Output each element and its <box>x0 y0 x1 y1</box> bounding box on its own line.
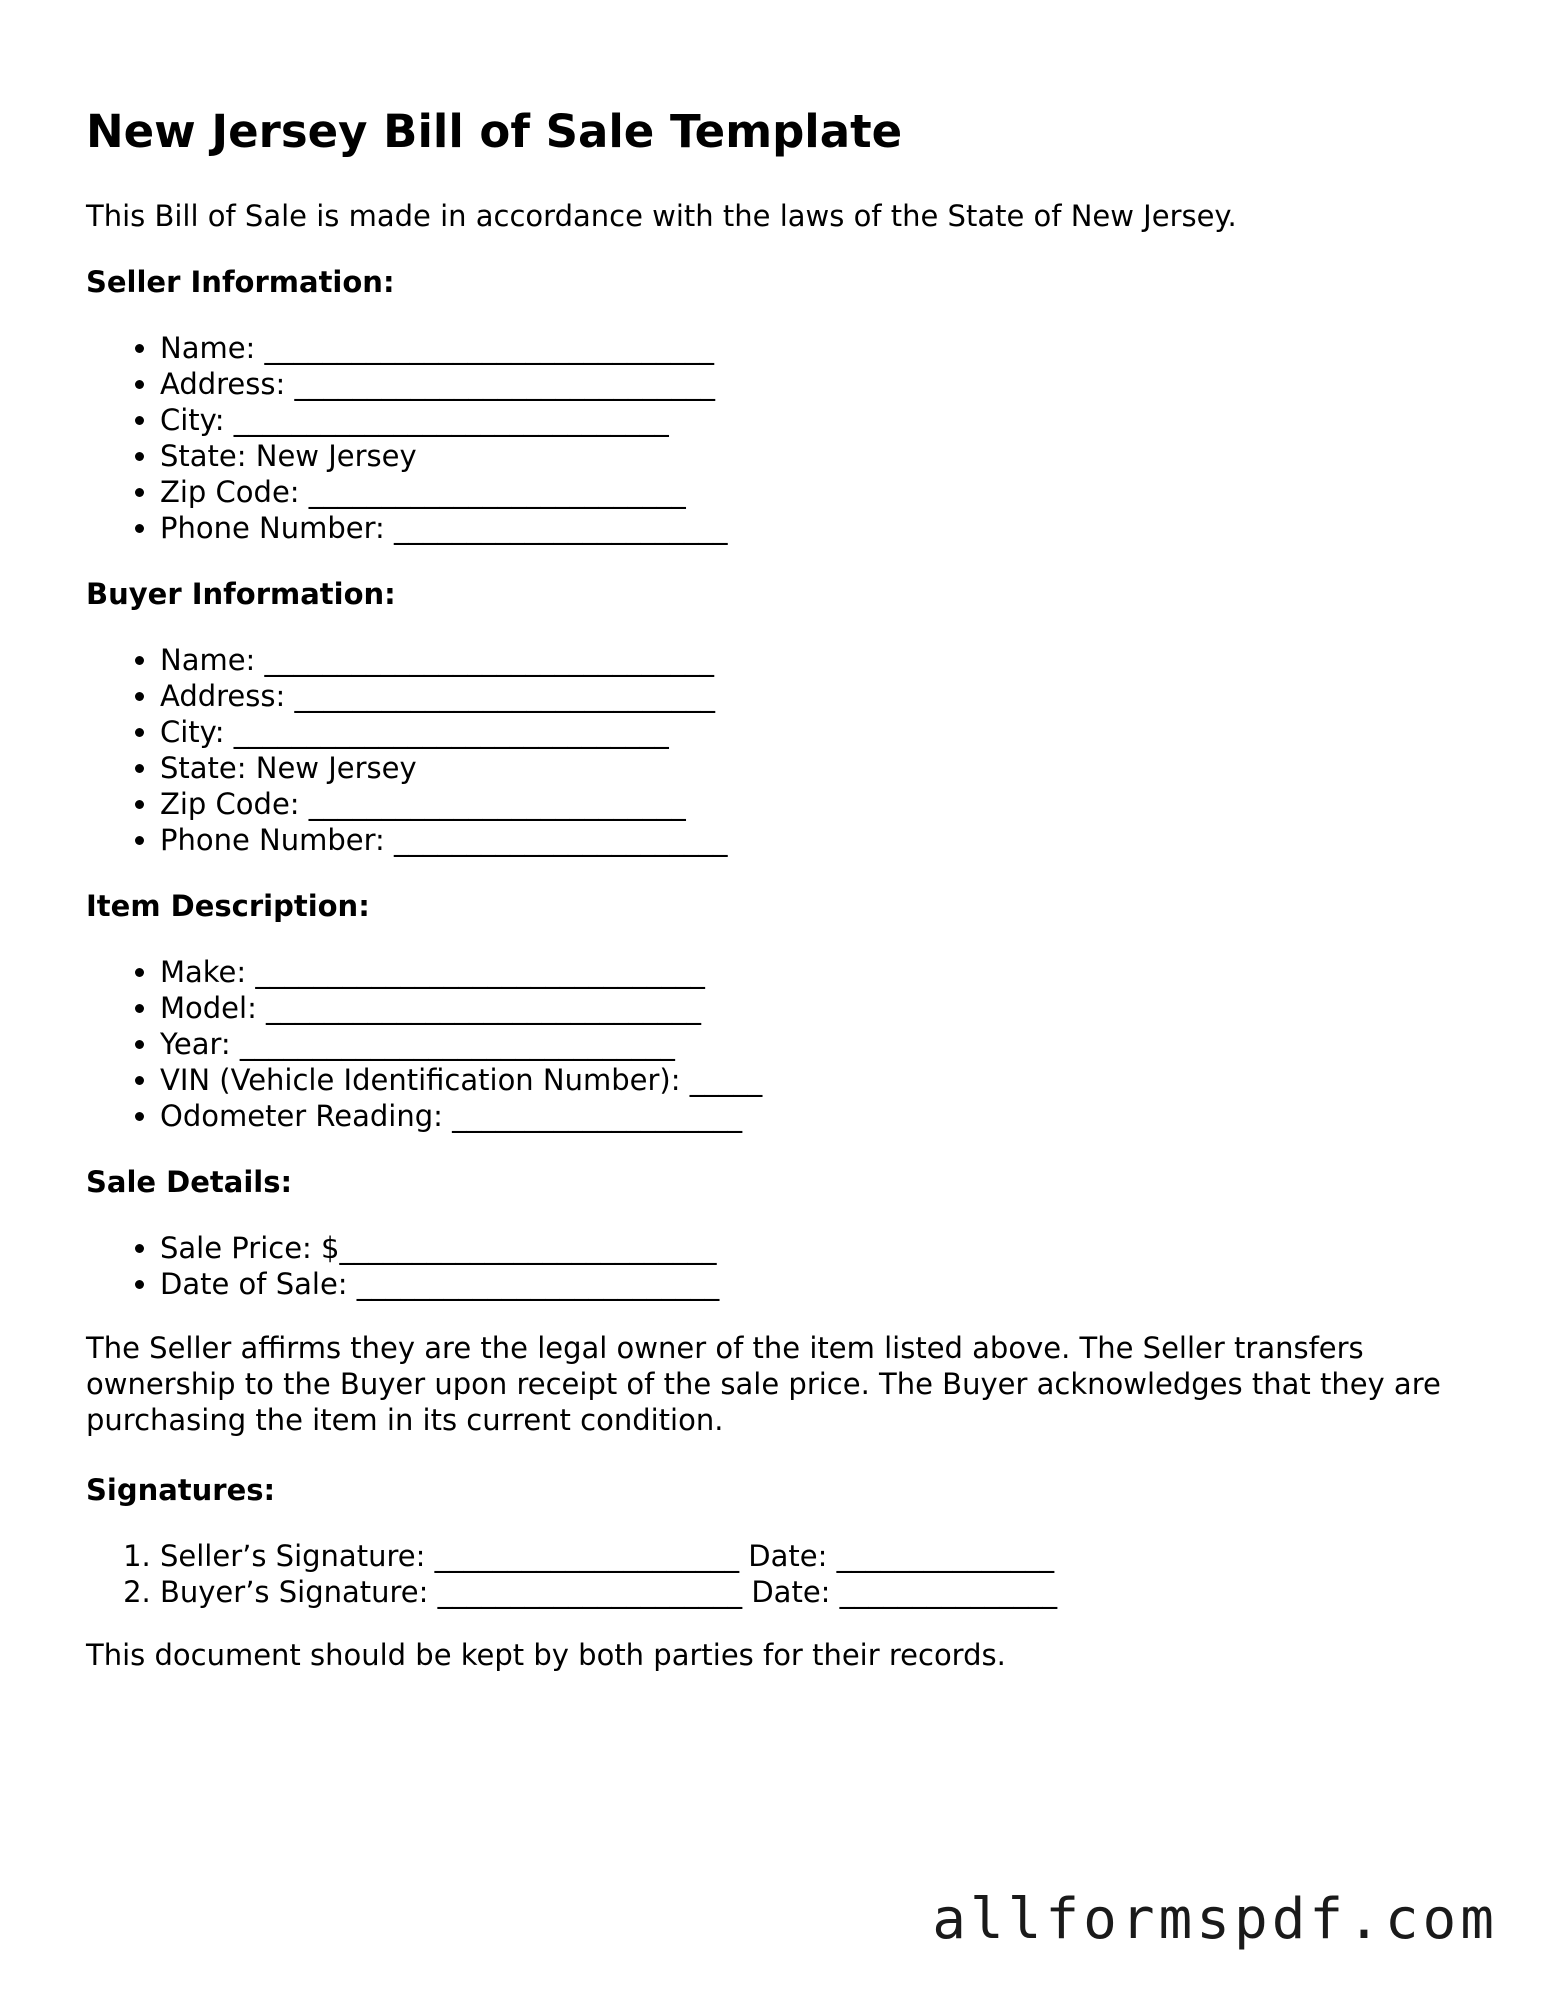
sale-heading: Sale Details: <box>86 1165 293 1199</box>
item-odometer-field: • Odometer Reading: ____________________ <box>160 1098 762 1134</box>
item-vin-field: • VIN (Vehicle Identification Number): _____ <box>160 1062 762 1098</box>
seller-zip-field: • Zip Code: __________________________ <box>160 474 728 510</box>
buyer-state-field: • State: New Jersey <box>160 750 728 786</box>
seller-fields <box>86 330 728 546</box>
seller-signature-field: 1. Seller’s Signature: _____________________ Date: _______________ <box>160 1538 1057 1574</box>
buyer-name-field: • Name: _______________________________ <box>160 642 728 678</box>
item-model-field: • Model: ______________________________ <box>160 990 762 1026</box>
closing-text: This document should be kept by both parties for their records. <box>86 1638 1006 1672</box>
item-heading: Item Description: <box>86 889 370 923</box>
document-title: New Jersey Bill of Sale Template <box>86 105 903 158</box>
item-year-field: • Year: ______________________________ <box>160 1026 762 1062</box>
watermark-logo: allformspdf.com <box>932 1887 1498 1952</box>
affirmation-paragraph: The Seller affirms they are the legal owner of the item listed above. The Seller transfers ownership to the Buyer upon receipt of the sale price. The Buyer acknowledges that they are purchasing the item in its current condition. <box>86 1331 1441 1437</box>
buyer-phone-field: • Phone Number: _______________________ <box>160 822 728 858</box>
signatures-heading: Signatures: <box>86 1473 276 1507</box>
intro-text: This Bill of Sale is made in accordance with the laws of the State of New Jersey. <box>86 199 1237 233</box>
sale-price-field: • Sale Price: $__________________________ <box>160 1230 719 1266</box>
item-fields <box>86 954 762 1134</box>
sale-fields <box>86 1230 719 1302</box>
buyer-zip-field: • Zip Code: __________________________ <box>160 786 728 822</box>
seller-phone-field: • Phone Number: _______________________ <box>160 510 728 546</box>
seller-name-field: • Name: _______________________________ <box>160 330 728 366</box>
seller-heading: Seller Information: <box>86 265 395 299</box>
item-make-field: • Make: _______________________________ <box>160 954 762 990</box>
buyer-address-field: • Address: _____________________________ <box>160 678 728 714</box>
buyer-fields <box>86 642 728 858</box>
buyer-signature-field: 2. Buyer’s Signature: _____________________ Date: _______________ <box>160 1574 1057 1610</box>
signature-fields <box>86 1538 1057 1610</box>
seller-state-field: • State: New Jersey <box>160 438 728 474</box>
buyer-heading: Buyer Information: <box>86 577 396 611</box>
seller-address-field: • Address: _____________________________ <box>160 366 728 402</box>
sale-date-field: • Date of Sale: _________________________ <box>160 1266 719 1302</box>
buyer-city-field: • City: ______________________________ <box>160 714 728 750</box>
seller-city-field: • City: ______________________________ <box>160 402 728 438</box>
